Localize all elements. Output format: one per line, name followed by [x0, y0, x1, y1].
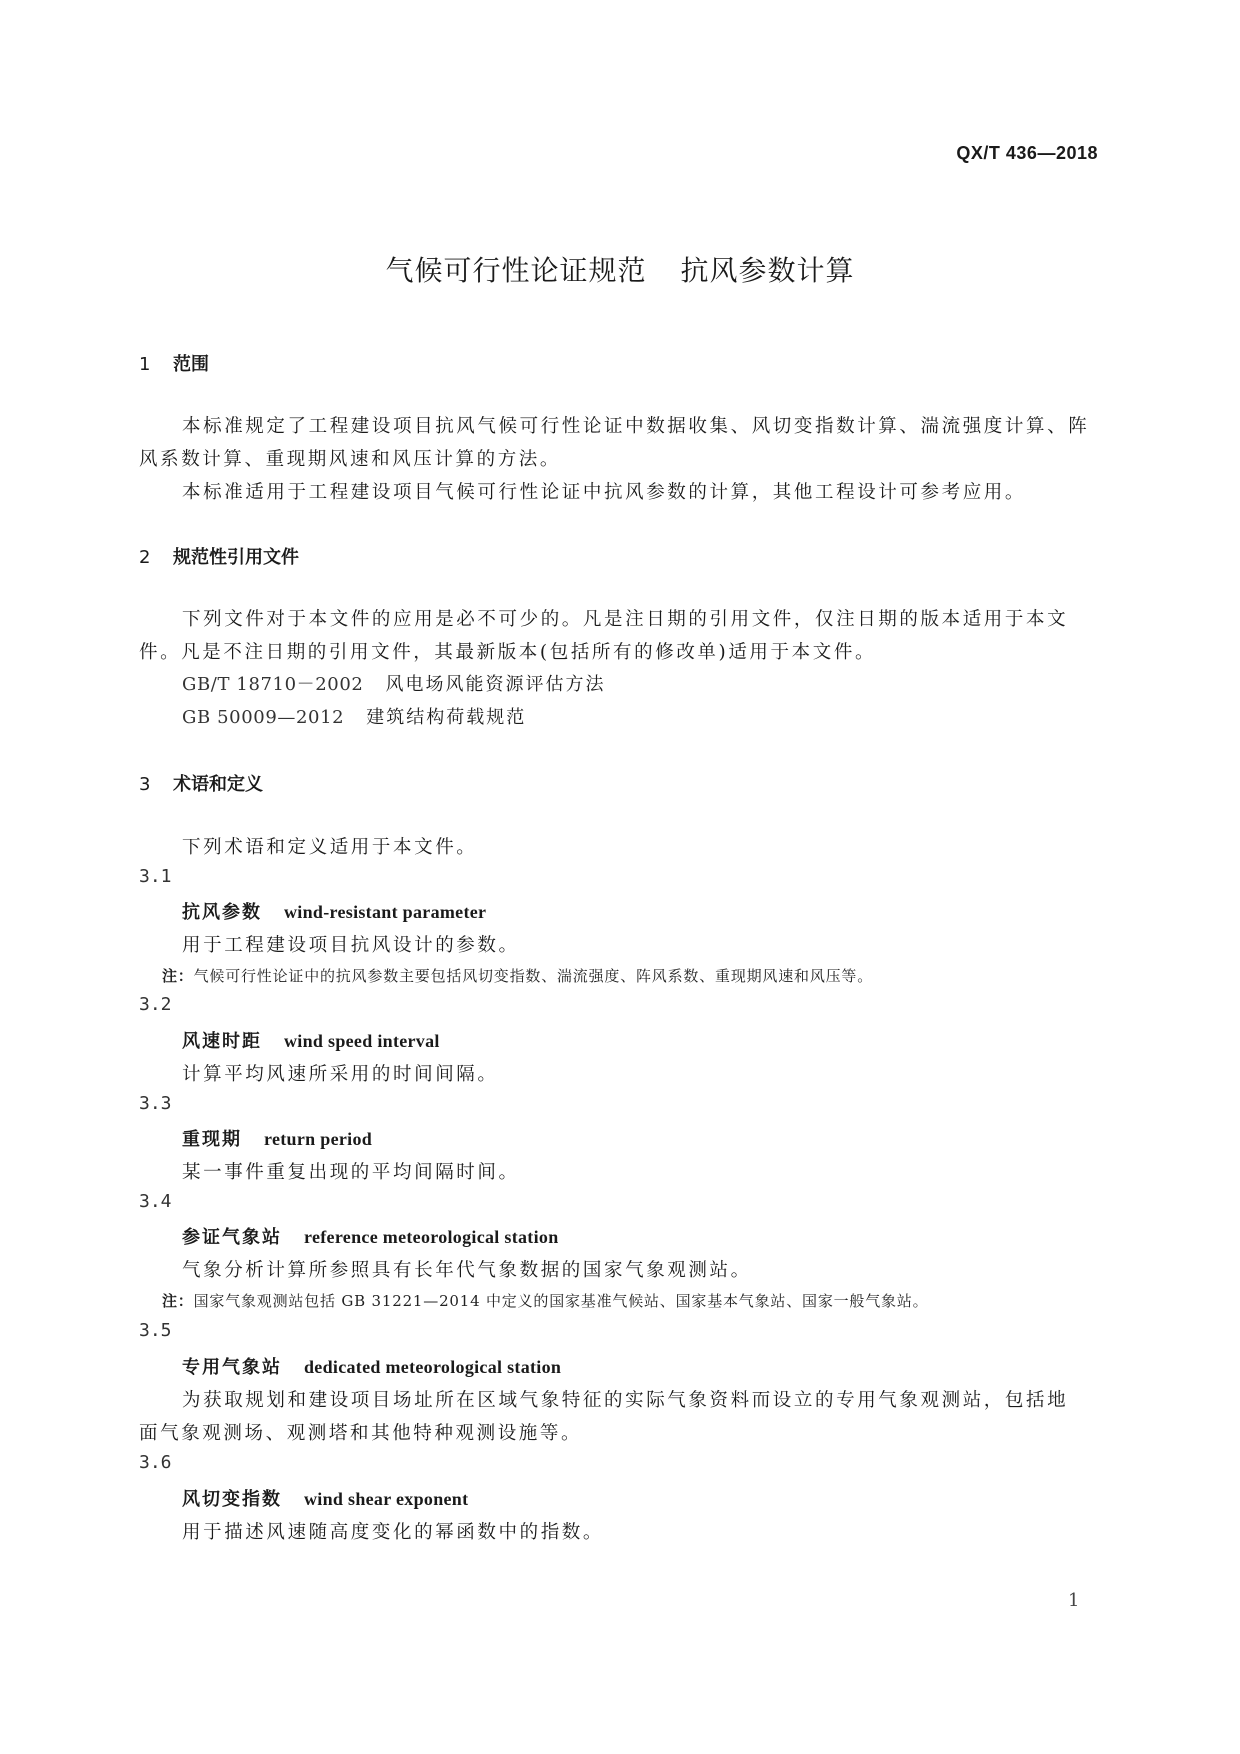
- title-part-2: 抗风参数计算: [680, 254, 855, 287]
- term-en: wind shear exponent: [304, 1489, 469, 1509]
- term-en: wind speed interval: [284, 1031, 440, 1051]
- section-1-heading: [139, 350, 209, 376]
- term-note: [162, 1290, 928, 1311]
- title-part-1: 气候可行性论证规范: [385, 254, 647, 287]
- term-number: 3.3: [139, 1093, 172, 1114]
- section-number: 3: [139, 774, 151, 795]
- term-number: 3.2: [139, 994, 172, 1015]
- term-en: reference meteorological station: [304, 1227, 559, 1247]
- section-3-heading: [139, 770, 263, 796]
- term-heading: [182, 1353, 561, 1379]
- term-en: wind-resistant parameter: [284, 902, 487, 922]
- section-2-para-line-1: 下列文件对于本文件的应用是必不可少的。凡是注日期的引用文件，仅注日期的版本适用于本文: [182, 609, 1069, 630]
- section-2-para-line-2: 件。凡是不注日期的引用文件，其最新版本(包括所有的修改单)适用于本文件。: [139, 642, 877, 663]
- term-zh: 专用气象站: [182, 1357, 282, 1378]
- reference-code: GB 50009—2012: [182, 707, 345, 728]
- note-text: 国家气象观测站包括 GB 31221—2014 中定义的国家基准气候站、国家基本气象站、国家一般气象站。: [193, 1292, 929, 1310]
- term-definition-line-1: 为获取规划和建设项目场址所在区域气象特征的实际气象资料而设立的专用气象观测站，包括地: [182, 1390, 1069, 1411]
- term-zh: 风速时距: [182, 1031, 262, 1052]
- reference-item: [182, 703, 526, 729]
- term-heading: [182, 898, 486, 924]
- section-1-para-1-line-2: 风系数计算、重现期风速和风压计算的方法。: [139, 449, 562, 470]
- term-en: return period: [264, 1129, 373, 1149]
- term-definition: 用于工程建设项目抗风设计的参数。: [182, 935, 520, 956]
- term-heading: [182, 1027, 440, 1053]
- term-number: 3.4: [139, 1191, 172, 1212]
- section-2-heading: [139, 543, 299, 569]
- term-number: 3.6: [139, 1452, 172, 1473]
- section-title: 术语和定义: [173, 774, 263, 795]
- term-heading: [182, 1125, 372, 1151]
- document-title: [0, 249, 1240, 289]
- note-text: 气候可行性论证中的抗风参数主要包括风切变指数、湍流强度、阵风系数、重现期风速和风压等。: [193, 967, 874, 985]
- term-zh: 抗风参数: [182, 902, 262, 923]
- term-heading: [182, 1223, 559, 1249]
- reference-title: 建筑结构荷载规范: [366, 707, 527, 728]
- term-definition: 某一事件重复出现的平均间隔时间。: [182, 1162, 520, 1183]
- term-en: dedicated meteorological station: [304, 1357, 562, 1377]
- term-heading: [182, 1485, 468, 1511]
- section-number: 1: [139, 354, 151, 375]
- term-definition: 气象分析计算所参照具有长年代气象数据的国家气象观测站。: [182, 1260, 752, 1281]
- term-zh: 重现期: [182, 1129, 242, 1150]
- section-title: 范围: [173, 354, 209, 375]
- term-number: 3.1: [139, 866, 172, 887]
- term-definition: 计算平均风速所采用的时间间隔。: [182, 1064, 499, 1085]
- standard-code: QX/T 436—2018: [956, 143, 1098, 163]
- term-note: [162, 965, 873, 986]
- reference-item: [182, 670, 605, 696]
- term-number: 3.5: [139, 1320, 172, 1341]
- section-title: 规范性引用文件: [173, 547, 299, 568]
- page-number: 1: [1068, 1590, 1080, 1611]
- reference-code: GB/T 18710－2002: [182, 674, 364, 695]
- section-number: 2: [139, 547, 151, 568]
- note-label: 注：: [162, 1292, 194, 1310]
- term-zh: 参证气象站: [182, 1227, 282, 1248]
- term-definition: 用于描述风速随高度变化的幂函数中的指数。: [182, 1522, 605, 1543]
- reference-title: 风电场风能资源评估方法: [385, 674, 606, 695]
- term-zh: 风切变指数: [182, 1489, 282, 1510]
- section-1-para-2: 本标准适用于工程建设项目气候可行性论证中抗风参数的计算，其他工程设计可参考应用。: [182, 482, 1027, 503]
- note-label: 注：: [162, 967, 194, 985]
- section-3-intro: 下列术语和定义适用于本文件。: [182, 837, 478, 858]
- section-1-para-1-line-1: 本标准规定了工程建设项目抗风气候可行性论证中数据收集、风切变指数计算、湍流强度计算、阵: [182, 416, 1090, 437]
- term-definition-line-2: 面气象观测场、观测塔和其他特种观测设施等。: [139, 1423, 583, 1444]
